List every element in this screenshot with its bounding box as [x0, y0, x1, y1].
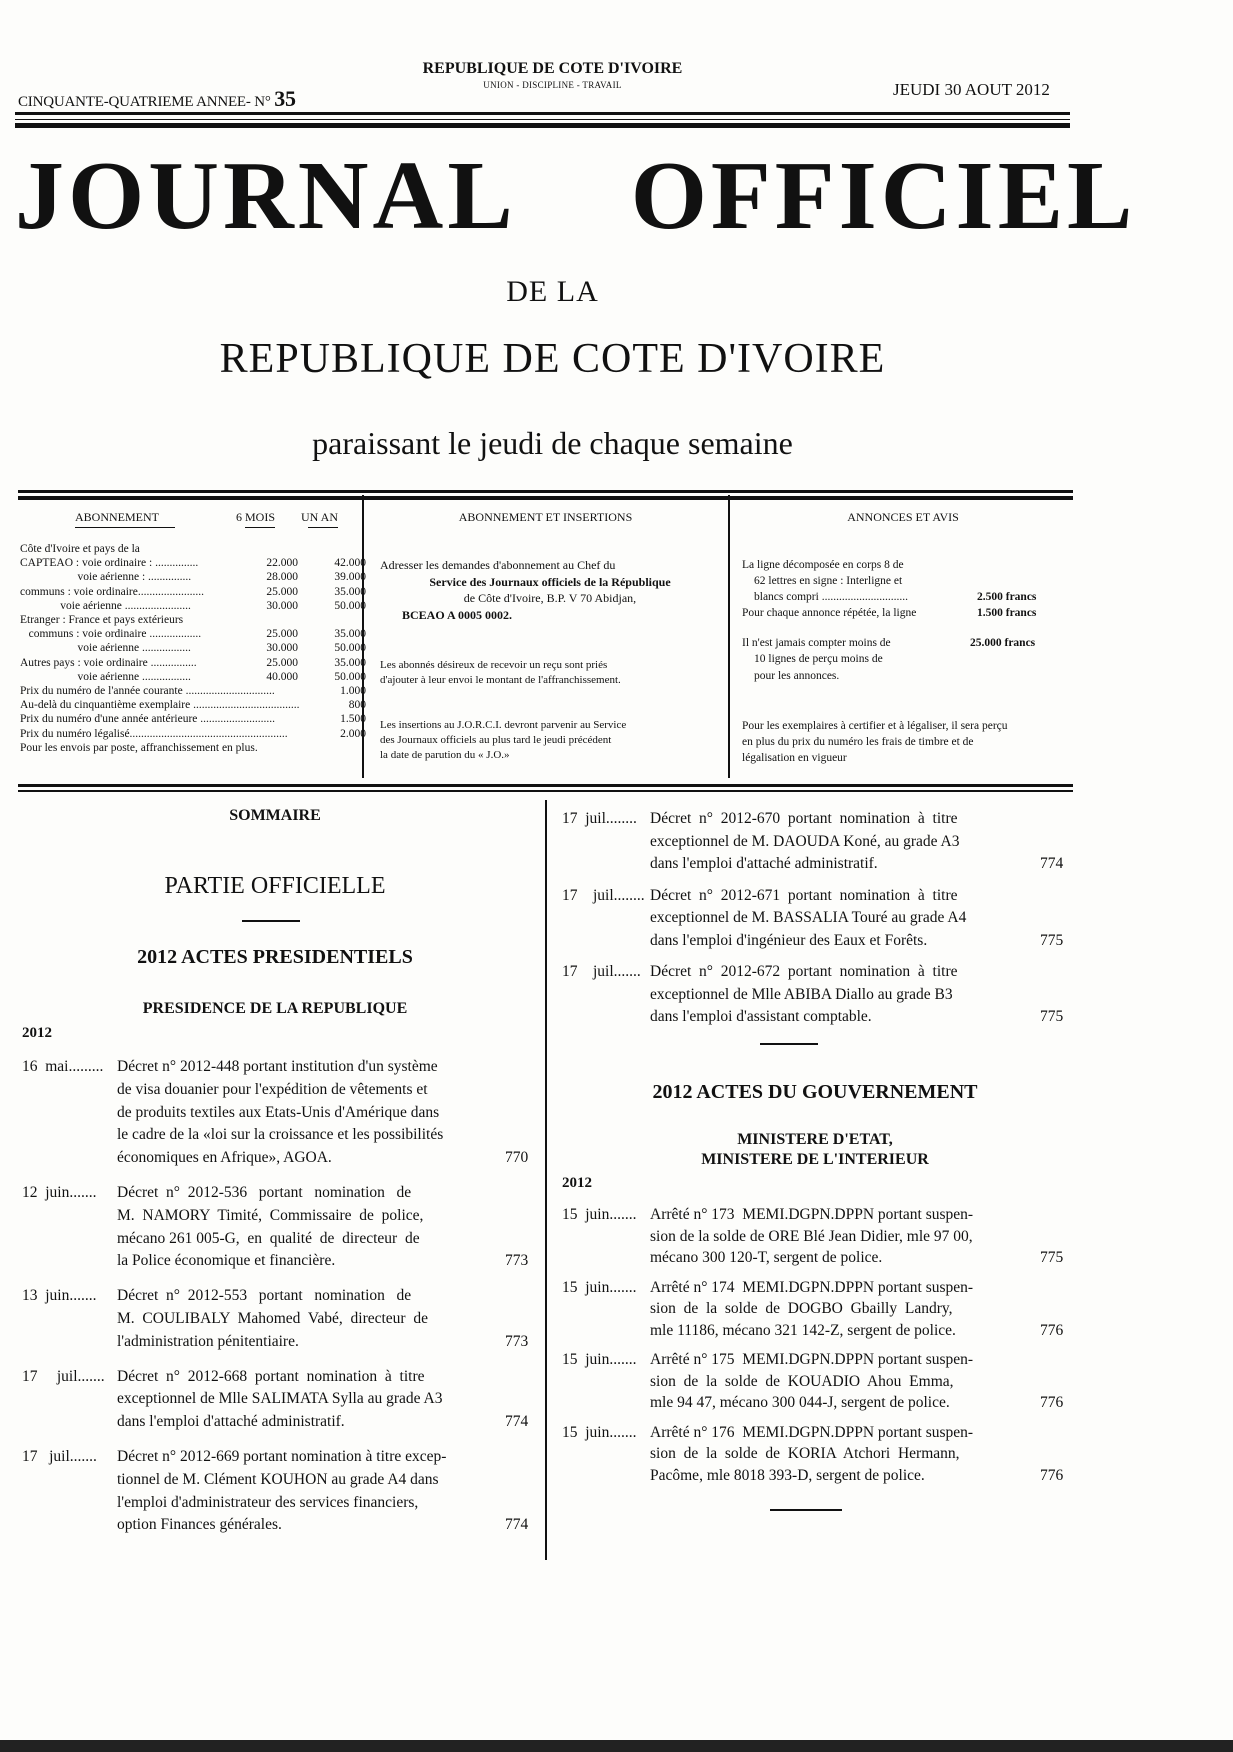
header-rule-top [15, 112, 1070, 115]
sommaire-entry [22, 1364, 532, 1432]
annonces-line1: La ligne décomposée en corps 8 de [742, 559, 904, 571]
insertions-account: BCEAO A 0005 0002. [402, 607, 513, 622]
entry-text-line: Arrêté n° 176 MEMI.DGPN.DPPN portant suspen- [650, 1423, 974, 1441]
entry-page-number: 774 [505, 1413, 529, 1431]
tariff-label: voie aérienne ................. [20, 670, 191, 683]
annonces-line3: blancs compri .............................. [754, 591, 908, 604]
entry-page-number: 773 [505, 1252, 529, 1270]
tariff-label: Côte d'Ivoire et pays de la [20, 543, 140, 555]
tariff-label: Pour les envois par poste, affranchissement en plus. [20, 741, 258, 754]
actes-presidentiels: 2012 ACTES PRESIDENTIELS [137, 946, 413, 968]
entry-page-number: 776 [1040, 1394, 1064, 1411]
tariff-row [20, 543, 140, 555]
entry-text-line: Décret n° 2012-670 portant nomination à titre [650, 810, 958, 827]
tariff-label: Au-delà du cinquantième exemplaire ..................................... [20, 699, 300, 712]
entry-text-line: Arrêté n° 173 MEMI.DGPN.DPPN portant suspen- [650, 1206, 974, 1223]
tariff-row [20, 713, 366, 726]
entry-page-number: 774 [505, 1516, 529, 1534]
annonces-line5: Il n'est jamais compter moins de [742, 637, 891, 650]
annonces-legal-line2: en plus du prix du numéro les frais de timbre et de [742, 736, 974, 749]
tariff-label: voie aérienne ................. [20, 642, 191, 655]
entry-text-line: dans l'emploi d'assistant comptable. [650, 1008, 872, 1025]
tariff-value-six-months: 25.000 [266, 656, 298, 669]
entry-text-line: Décret n° 2012-669 portant nomination à titre excep- [117, 1448, 447, 1465]
entry-text-line: Décret n° 2012-671 portant nomination à titre [650, 886, 958, 904]
tariff-value-one-year: 50.000 [334, 599, 366, 612]
box-divider-2 [728, 495, 730, 778]
tariff-value-six-months: 30.000 [266, 642, 298, 655]
entry-date: 17 juil....... [562, 963, 641, 980]
col-six-months: 6 MOIS [236, 510, 276, 524]
tariff-value-one-year: 50.000 [334, 642, 366, 655]
insertions-deadline-line3: la date de parution du « J.O.» [380, 749, 510, 762]
tariff-row [20, 628, 366, 641]
entry-text-line: Décret n° 2012-448 portant institution d'un système [117, 1058, 438, 1075]
tariff-row [20, 727, 366, 740]
sommaire-entry [562, 1347, 1072, 1412]
tariff-label: communs : voie ordinaire .................. [20, 628, 202, 641]
year-label-left: 2012 [22, 1025, 52, 1041]
issue-date: JEUDI 30 AOUT 2012 [893, 80, 1050, 99]
entry-date: 15 juin....... [562, 1351, 637, 1368]
insertions-address-line2: Service des Journaux officiels de la République [429, 574, 671, 589]
annonces-legal-line3: légalisation en vigueur [742, 752, 847, 765]
tariff-value-six-months: 28.000 [266, 571, 298, 584]
entry-text-line: Décret n° 2012-668 portant nomination à titre [117, 1367, 425, 1385]
insertions-head: ABONNEMENT ET INSERTIONS [458, 510, 633, 524]
masthead-word-journal: JOURNAL [15, 142, 517, 250]
insertions-address-line1: Adresser les demandes d'abonnement au Chef du [380, 558, 616, 572]
entry-page-number: 774 [1040, 855, 1064, 872]
sommaire-entry [22, 1180, 532, 1271]
box-rule-top2 [18, 496, 1073, 500]
scan-edge [0, 1740, 1233, 1752]
entry-text-line: sion de la solde de KOUADIO Ahou Emma, [650, 1372, 954, 1390]
tariff-label: voie aérienne : ............... [20, 571, 192, 584]
tariff-value-one-year: 42.000 [334, 557, 366, 570]
entry-page-number: 773 [505, 1332, 529, 1350]
entry-page-number: 775 [1040, 931, 1064, 949]
tariff-label: Autres pays : voie ordinaire ................ [20, 656, 197, 669]
entry-text-line: M. COULIBALY Mahomed Vabé, directeur de [117, 1309, 428, 1327]
entry-date: 17 juil........ [562, 886, 645, 904]
entry-page-number: 776 [1040, 1321, 1064, 1339]
col-one-year: UN AN [301, 510, 339, 524]
tariff-label: Prix du numéro légalisé....................................................... [20, 727, 288, 740]
right-separator-2 [770, 1509, 842, 1511]
box-rule-bottom2 [18, 790, 1073, 792]
tariff-row [20, 685, 366, 697]
entry-text-line: Décret n° 2012-553 portant nomination de [117, 1287, 412, 1305]
entry-date: 15 juin....... [562, 1278, 637, 1296]
edition-number: 35 [274, 86, 296, 111]
entry-page-number: 775 [1040, 1008, 1064, 1025]
masthead-republique: REPUBLIQUE DE COTE D'IVOIRE [219, 336, 886, 382]
tariff-value-one-year: 35.000 [334, 628, 366, 641]
col-six-months-underline [245, 527, 275, 528]
header-country: REPUBLIQUE DE COTE D'IVOIRE [422, 60, 683, 77]
entry-text-line: exceptionnel de M. DAOUDA Koné, au grade A3 [650, 832, 960, 850]
tariff-value-six-months: 25.000 [266, 628, 298, 641]
subscription-head-underline [75, 527, 175, 528]
entry-date: 17 juil........ [562, 810, 637, 827]
annonces-rate-min: 25.000 francs [970, 637, 1036, 650]
tariff-row [20, 656, 366, 669]
tariff-label: Prix du numéro de l'année courante ............................... [20, 685, 275, 697]
tariff-value-one-year: 39.000 [334, 571, 366, 584]
entry-text-line: Décret n° 2012-536 portant nomination de [117, 1184, 412, 1201]
entry-text-line: mécano 300 120-T, sergent de police. [650, 1249, 883, 1266]
annonces-legalisation [742, 718, 1072, 766]
sommaire-entry [562, 1275, 1072, 1340]
entry-date: 17 juil....... [22, 1448, 97, 1465]
ministere-line2: MINISTERE DE L'INTERIEUR [701, 1151, 929, 1168]
presidence-heading: PRESIDENCE DE LA REPUBLIQUE [142, 1000, 408, 1017]
entry-text-line: dans l'emploi d'ingénieur des Eaux et Forêts. [650, 931, 928, 949]
header-rule-thick [15, 123, 1070, 128]
insertions-deadline-line2: des Journaux officiels au plus tard le jeudi précédent [380, 734, 612, 747]
tariff-value-one-year: 35.000 [334, 585, 366, 598]
entry-text-line: sion de la solde de KORIA Atchori Hermann, [650, 1445, 960, 1462]
entry-date: 17 juil....... [22, 1367, 105, 1385]
insertions-receipt-line2: d'ajouter à leur envoi le montant de l'affranchissement. [380, 674, 621, 687]
entry-text-line: l'administration pénitentiaire. [117, 1332, 299, 1350]
annonces-rate-line: 2.500 francs [977, 591, 1037, 604]
tariff-row [20, 670, 366, 683]
sommaire-entry [562, 806, 1072, 874]
tariff-label: CAPTEAO : voie ordinaire : ............... [20, 557, 199, 570]
sommaire-entry [22, 1444, 532, 1535]
tariff-row [20, 585, 366, 598]
sommaire-title: SOMMAIRE [229, 807, 321, 824]
entry-date: 16 mai......... [22, 1058, 104, 1075]
entry-text-line: tionnel de M. Clément KOUHON au grade A4 dans [117, 1470, 439, 1488]
entry-text-line: M. NAMORY Timité, Commissaire de police, [117, 1206, 424, 1224]
sommaire-entry [562, 959, 1072, 1027]
annonces-line2: 62 lettres en signe : Interligne et [754, 575, 903, 588]
entry-text-line: la Police économique et financière. [117, 1252, 336, 1270]
entry-text-line: mle 94 47, mécano 300 044-J, sergent de police. [650, 1394, 950, 1411]
tariff-row [20, 614, 183, 626]
entry-date: 12 juin....... [22, 1184, 97, 1201]
tariff-row [20, 699, 366, 712]
entry-text-line: option Finances générales. [117, 1516, 282, 1534]
edition-prefix: CINQUANTE-QUATRIEME ANNEE- N° [18, 94, 271, 110]
right-separator-1 [760, 1043, 818, 1045]
sommaire-entry [562, 1420, 1072, 1485]
annonces-line7: pour les annonces. [754, 669, 840, 682]
tariff-label: Prix du numéro d'une année antérieure .......................... [20, 713, 276, 726]
sommaire-entry [562, 1202, 1072, 1267]
tariff-row [20, 742, 258, 754]
tariff-value-one-year: 1.000 [340, 685, 366, 697]
entry-text-line: dans l'emploi d'attaché administratif. [650, 855, 878, 872]
annonces-head: ANNONCES ET AVIS [847, 510, 959, 524]
box-rule-top [18, 490, 1073, 493]
tariff-value-six-months: 40.000 [266, 670, 298, 683]
tariff-value-six-months: 25.000 [266, 585, 298, 598]
year-label-right: 2012 [562, 1175, 592, 1191]
entry-date: 15 juin....... [562, 1206, 637, 1223]
entry-text-line: dans l'emploi d'attaché administratif. [117, 1413, 345, 1431]
tariff-label: voie aérienne ....................... [20, 599, 191, 612]
tariff-row [20, 571, 366, 584]
insertions-receipt-line1: Les abonnés désireux de recevoir un reçu sont priés [380, 659, 608, 671]
entry-text-line: de produits textiles aux Etats-Unis d'Amérique dans [117, 1103, 440, 1121]
entry-text-line: Pacôme, mle 8018 393-D, sergent de police. [650, 1466, 925, 1484]
entry-text-line: exceptionnel de Mlle ABIBA Diallo au grade B3 [650, 985, 953, 1003]
entry-text-line: sion de la solde de ORE Blé Jean Didier, mle 97 00, [650, 1227, 973, 1245]
tariff-row [20, 642, 366, 655]
masthead-title [15, 140, 1137, 252]
tariff-value-six-months: 22.000 [266, 557, 298, 570]
masthead-word-officiel: OFFICIEL [630, 142, 1137, 250]
tariff-value-one-year: 50.000 [334, 670, 366, 683]
tariff-value-one-year: 2.000 [340, 727, 366, 740]
ministere-line1: MINISTERE D'ETAT, [737, 1131, 893, 1148]
tariff-value-one-year: 1.500 [340, 713, 366, 726]
tariff-value-one-year: 800 [348, 699, 366, 712]
entry-text-line: économiques en Afrique», AGOA. [117, 1149, 332, 1167]
tariff-row [20, 557, 366, 570]
annonces-line4: Pour chaque annonce répétée, la ligne [742, 607, 917, 620]
box-rule-bottom [18, 784, 1073, 787]
header-motto: UNION - DISCIPLINE - TRAVAIL [483, 80, 622, 90]
annonces-legal-line1: Pour les exemplaires à certifier et à légaliser, il sera perçu [742, 720, 1008, 732]
entry-text-line: exceptionnel de M. BASSALIA Touré au grade A4 [650, 909, 967, 926]
sommaire-entry [22, 1054, 532, 1168]
entry-text-line: Arrêté n° 175 MEMI.DGPN.DPPN portant suspen- [650, 1351, 974, 1368]
subscription-head: ABONNEMENT [75, 510, 159, 524]
tariff-label: Etranger : France et pays extérieurs [20, 614, 184, 626]
insertions-receipt [380, 658, 720, 688]
annonces-rates [742, 557, 1072, 684]
entry-page-number: 770 [505, 1149, 529, 1167]
entry-page-number: 775 [1040, 1249, 1064, 1266]
entry-text-line: exceptionnel de Mlle SALIMATA Sylla au grade A3 [117, 1390, 443, 1408]
insertions-address [380, 557, 720, 623]
entry-text-line: Décret n° 2012-672 portant nomination à titre [650, 963, 958, 980]
entry-text-line: mle 11186, mécano 321 142-Z, sergent de police. [650, 1321, 956, 1339]
sommaire-entry [22, 1283, 532, 1351]
actes-gouvernement: 2012 ACTES DU GOUVERNEMENT [652, 1081, 978, 1103]
entry-text-line: sion de la solde de DOGBO Gbailly Landry, [650, 1300, 953, 1317]
partie-separator [242, 920, 300, 922]
insertions-address-line3: de Côte d'Ivoire, B.P. V 70 Abidjan, [463, 591, 637, 606]
entry-text-line: mécano 261 005-G, en qualité de directeur de [117, 1229, 420, 1247]
tariff-value-six-months: 30.000 [266, 599, 298, 612]
annonces-line6: 10 lignes de perçu moins de [754, 653, 883, 666]
masthead-de-la: DE LA [506, 275, 599, 308]
header-rule-thin [15, 119, 1070, 120]
entry-page-number: 776 [1040, 1466, 1064, 1484]
sommaire-entry [562, 883, 1072, 951]
entry-text-line: de visa douanier pour l'expédition de vêtements et [117, 1080, 428, 1098]
entry-text-line: l'emploi d'administrateur des services financiers, [117, 1493, 419, 1511]
entry-text-line: Arrêté n° 174 MEMI.DGPN.DPPN portant suspen- [650, 1278, 974, 1296]
col-one-year-underline [308, 527, 338, 528]
tariff-value-one-year: 35.000 [334, 656, 366, 669]
entry-date: 13 juin....... [22, 1287, 97, 1305]
tariff-row [20, 599, 366, 612]
tariff-label: communs : voie ordinaire....................... [20, 585, 204, 598]
entry-date: 15 juin....... [562, 1423, 637, 1441]
masthead-subtitle: paraissant le jeudi de chaque semaine [312, 425, 793, 461]
insertions-deadline [380, 718, 720, 764]
insertions-deadline-line1: Les insertions au J.O.R.C.I. devront parvenir au Service [380, 719, 627, 731]
entry-text-line: le cadre de la «loi sur la croissance et les possibilités [117, 1126, 444, 1144]
partie-officielle: PARTIE OFFICIELLE [164, 873, 386, 899]
column-divider [545, 800, 547, 1560]
annonces-rate-repeat: 1.500 francs [977, 607, 1037, 620]
